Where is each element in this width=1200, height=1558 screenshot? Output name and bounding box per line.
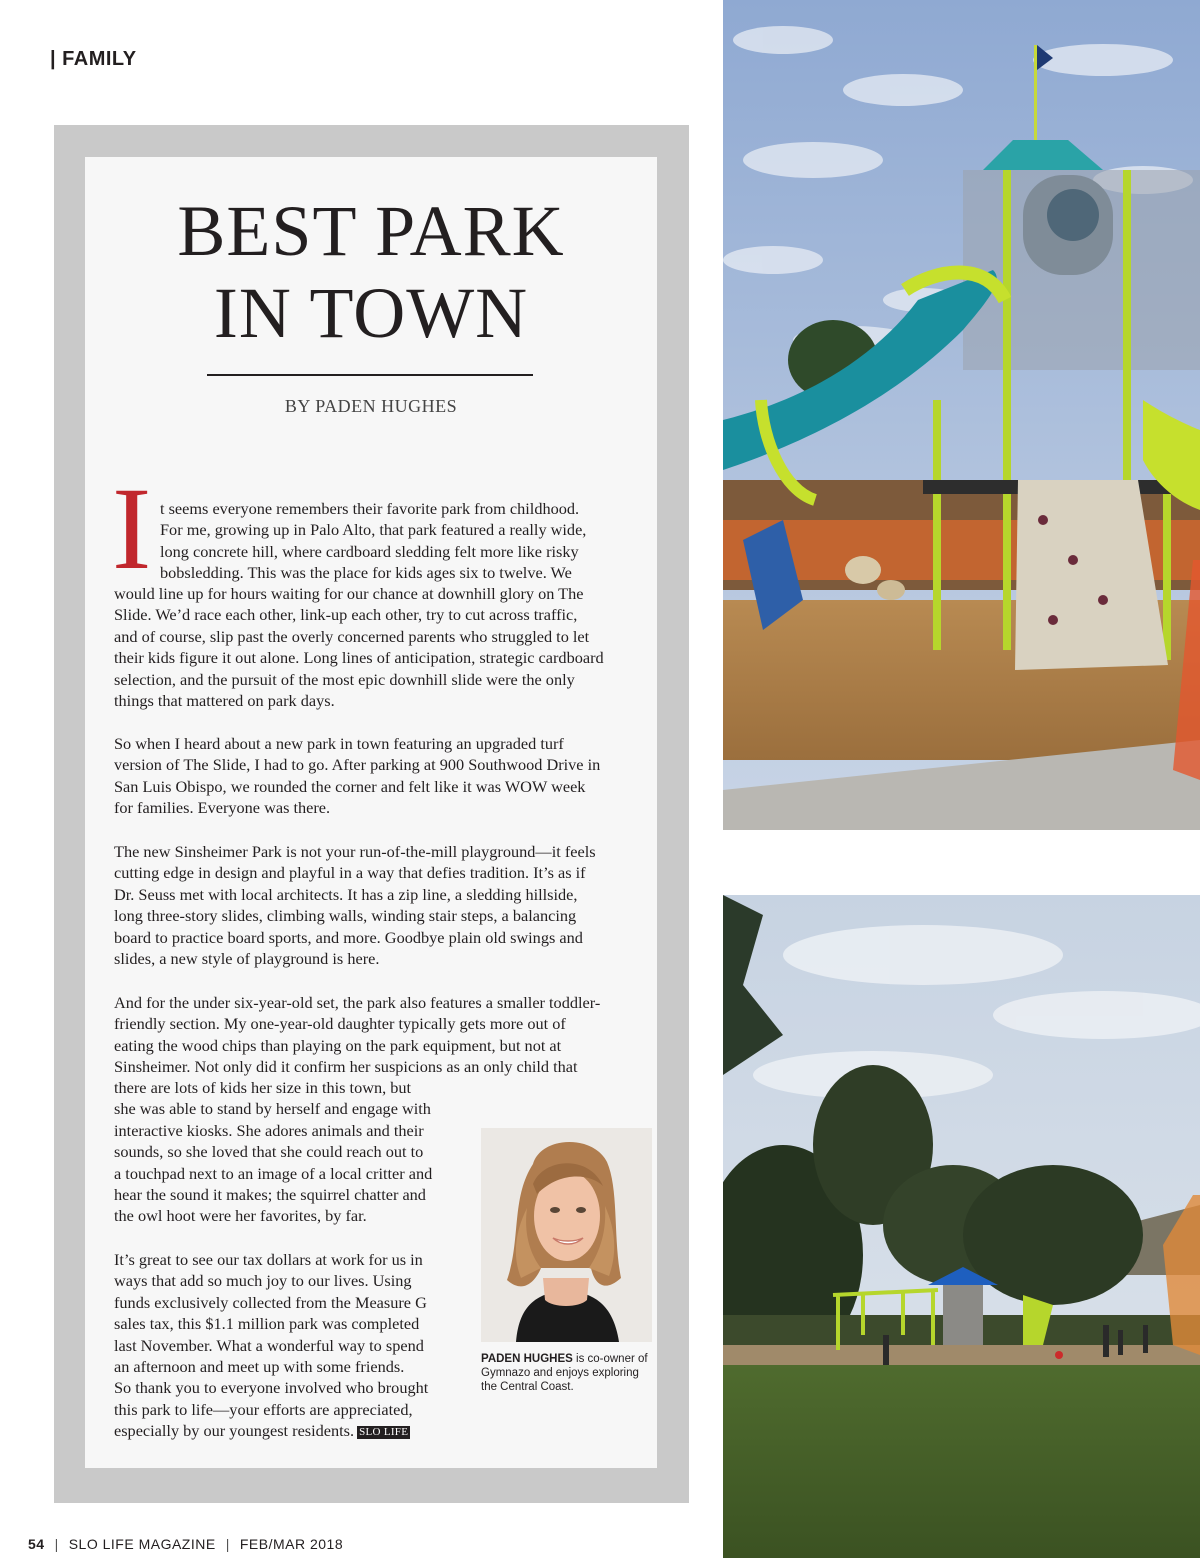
issue-date: FEB/MAR 2018 xyxy=(239,1536,344,1552)
paragraph-3: The new Sinsheimer Park is not your run-of-the-mill playground—it feels cutting edge in design and playful in a way that defies tradition. It’s as if Dr. Seuss met with local architects. It has a zip line, a sledding hillside, long three-story slides, climbing walls, winding stair steps, a balancing board to practice board sports, and more. Goodbye plain old swings and slides, a new style of playground is here. xyxy=(114,842,596,969)
page-number: 54 xyxy=(28,1536,45,1552)
paragraph-4-wrap: there are lots of kids her size in this town, but she was able to stand by herself and engage with interactive kiosks. She adores animals and their sounds, so she loved that she could reach out to a touchpad next to an image of a local critter and hear the sound it makes; the squirrel chatter and the owl hoot were her favorites, by far. xyxy=(114,1078,433,1226)
paragraph-1-opening: t seems everyone remembers their favorite park from childhood. For me, growing up in Palo Alto, that park featured a really wide, long concrete hill, where cardboard sledding felt more like risky bobsledding. This was the place for kids ages six to twelve. We xyxy=(160,499,587,583)
title-line-2: IN TOWN xyxy=(213,273,529,353)
drop-cap: I xyxy=(112,463,152,594)
title-divider xyxy=(207,374,533,376)
park-field-photo xyxy=(723,895,1200,1558)
byline: BY PADEN HUGHES xyxy=(284,396,458,416)
paragraph-2: So when I heard about a new park in town featuring an upgraded turf version of The Slide, I had to go. After parking at 900 Southwood Drive in San Luis Obispo, we rounded the corner and felt like it was WOW week for families. Everyone was there. xyxy=(114,734,601,818)
paragraph-4: And for the under six-year-old set, the park also features a smaller toddler- friendly section. My one-year-old daughter typically gets more out of eating the wood chips than playing on the park equipment, but not at Sinsheimer. Not only did it confirm her suspicions as an only child that xyxy=(114,993,601,1077)
playground-tower-photo xyxy=(723,0,1200,830)
footer-separator: | xyxy=(225,1536,230,1552)
paragraph-5 xyxy=(114,1249,474,1442)
title-line-1: BEST PARK xyxy=(177,191,565,271)
paragraph-1-continued: would line up for hours waiting for our chance at downhill glory on The Slide. We’d race each other, link-up each other, try to cut across traffic, and of course, slip past the overly concerned parents who struggled to let their kids figure it out alone. Long lines of anticipation, strategic cardboard selection, and the pursuit of the most epic downhill slide were the only things that mattered on park days. xyxy=(114,584,604,711)
article-title xyxy=(85,190,657,354)
page-footer xyxy=(28,1536,343,1552)
author-bio-text: is co-owner of Gymnazo and enjoys exploring the Central Coast. xyxy=(481,1353,648,1393)
author-portrait xyxy=(481,1128,652,1342)
end-mark: SLO LIFE xyxy=(359,1426,409,1439)
footer-separator: | xyxy=(54,1536,59,1552)
paragraph-5-text: It’s great to see our tax dollars at work for us in ways that add so much joy to our lives. Using funds exclusively collected from the Measure G sales tax, this $1.1 million park was completed last November. What a wonderful way to spend an afternoon and meet up with some friends. So thank you to everyone involved who brought this park to life—your efforts are appreciated, especially by our youngest residents. xyxy=(114,1250,429,1441)
magazine-name: SLO LIFE MAGAZINE xyxy=(68,1536,216,1552)
author-bio xyxy=(481,1352,656,1394)
author-name: PADEN HUGHES xyxy=(481,1353,573,1365)
section-label: | FAMILY xyxy=(50,48,137,70)
